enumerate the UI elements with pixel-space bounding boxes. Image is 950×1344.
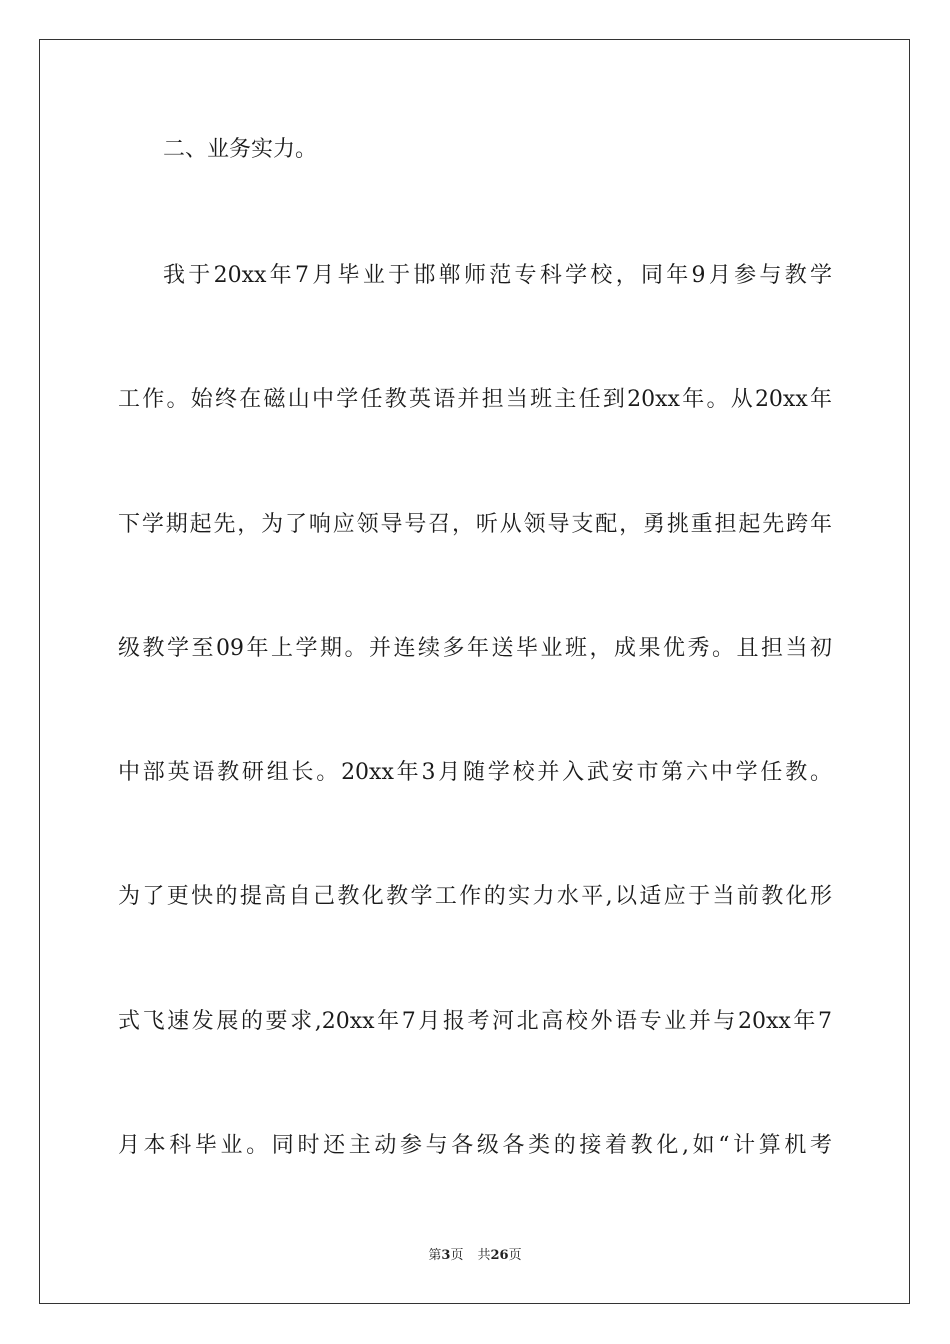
footer-total-suffix: 页 bbox=[508, 1248, 522, 1263]
footer-page-suffix: 页 bbox=[450, 1248, 464, 1263]
footer-total-prefix: 共 bbox=[477, 1248, 491, 1263]
footer-page-prefix: 第 bbox=[428, 1248, 442, 1263]
paragraph-line-6: 为了更快的提高自己教化教学工作的实力水平,以适应于当前教化形 bbox=[118, 884, 832, 909]
paragraph-line-4: 级教学至09年上学期。并连续多年送毕业班，成果优秀。且担当初 bbox=[118, 636, 832, 661]
paragraph-line-7: 式飞速发展的要求,20xx年7月报考河北高校外语专业并与20xx年7 bbox=[118, 1009, 832, 1034]
page-footer bbox=[0, 1247, 950, 1265]
paragraph-line-2: 工作。始终在磁山中学任教英语并担当班主任到20xx年。从20xx年 bbox=[118, 387, 832, 412]
paragraph-line-8: 月本科毕业。同时还主动参与各级各类的接着教化,如“计算机考 bbox=[118, 1133, 832, 1158]
paragraph-line-5: 中部英语教研组长。20xx年3月随学校并入武安市第六中学任教。 bbox=[118, 760, 832, 785]
footer-total-pages: 26 bbox=[490, 1248, 509, 1263]
footer-page-number: 3 bbox=[441, 1248, 451, 1263]
section-heading: 二、业务实力。 bbox=[163, 137, 318, 162]
page-border bbox=[39, 39, 910, 1304]
paragraph-line-1: 我于20xx年7月毕业于邯郸师范专科学校，同年9月参与教学 bbox=[163, 263, 832, 288]
paragraph-line-3: 下学期起先，为了响应领导号召，听从领导支配，勇挑重担起先跨年 bbox=[118, 512, 832, 537]
